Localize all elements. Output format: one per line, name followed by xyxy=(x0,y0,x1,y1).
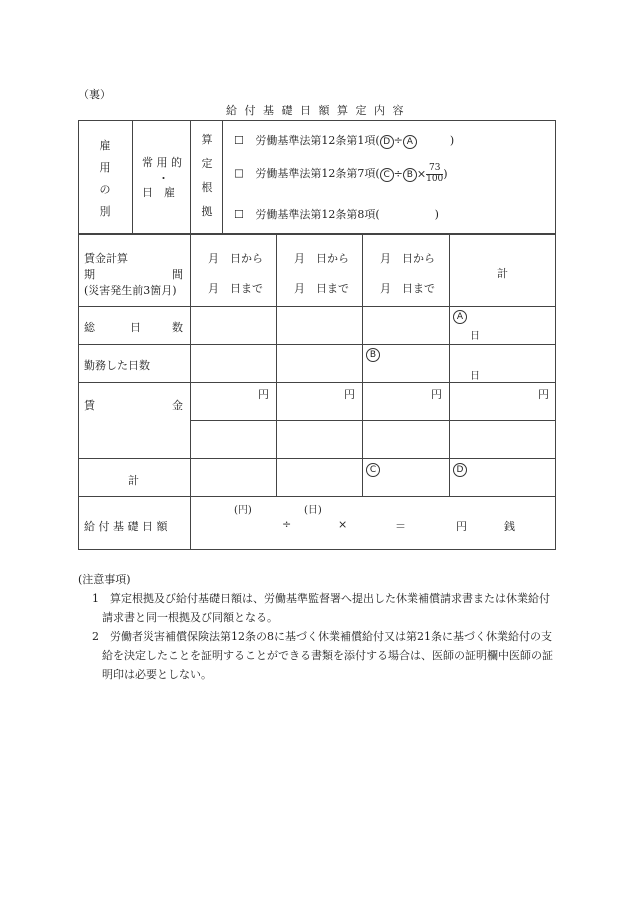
employment-regular: 常 用 的 xyxy=(142,156,182,169)
side-label: （裏） xyxy=(78,88,111,101)
note-2: 2 労働者災害補償保険法第12条の8に基づく休業補償給付又は第21条に基づく休業給付の支給を決定したことを証明することができる書類を添付する場合は、医師の証明欄中医師の証明印は必要としない。 xyxy=(92,630,553,681)
wage-unit-2: 円 xyxy=(344,388,355,401)
basis-option-3-close: ) xyxy=(379,208,439,221)
fraction-denominator: 100 xyxy=(426,173,444,184)
period-from-2[interactable]: 月 日から xyxy=(294,252,349,265)
wage-label-b: 金 xyxy=(172,399,183,412)
notes-heading: (注意事項) xyxy=(78,573,131,586)
circle-c-icon: C xyxy=(366,463,380,477)
sum-label: 計 xyxy=(128,474,139,487)
period-from-3[interactable]: 月 日から xyxy=(380,252,435,265)
period-label-3: (災害発生前3箇月) xyxy=(84,284,177,297)
total-days-unit: 日 xyxy=(470,331,480,342)
divide-sign: ÷ xyxy=(393,167,403,181)
employment-type-label: 雇 用 の 別 xyxy=(99,139,111,218)
basis-option-2[interactable] xyxy=(234,164,448,185)
note-1: 1 算定根拠及び給付基礎日額は、労働基準監督署へ提出した休業補償請求書または休業給付請求書と同一根拠及び同額となる。 xyxy=(92,592,550,624)
basis-option-1[interactable] xyxy=(234,132,454,149)
wage-unit-1: 円 xyxy=(258,388,269,401)
period-label-2a: 期 xyxy=(84,268,95,281)
worked-days-unit: 日 xyxy=(470,371,480,382)
period-to-3[interactable]: 月 日まで xyxy=(380,282,435,295)
basis-option-1-text: 労働基準法第12条第1項( xyxy=(255,134,380,147)
circle-b-icon: B xyxy=(403,168,417,182)
formula-divide: ÷ xyxy=(282,518,292,531)
basis-option-3[interactable] xyxy=(234,206,439,222)
circle-a-icon: A xyxy=(403,135,417,149)
multiply-sign: × xyxy=(416,167,427,181)
calculation-form-table xyxy=(78,120,556,550)
period-label-2b: 間 xyxy=(172,268,183,281)
circle-b-icon: B xyxy=(366,348,380,362)
wage-unit-3: 円 xyxy=(431,388,442,401)
basis-option-2-close: ) xyxy=(443,167,448,181)
total-days-label-a: 総 xyxy=(84,321,95,334)
worked-days-label: 勤務した日数 xyxy=(84,359,150,372)
circle-d-icon: D xyxy=(453,463,467,477)
basis-option-3-text: 労働基準法第12条第8項( xyxy=(255,208,380,221)
checkbox-icon[interactable]: ☐ xyxy=(234,208,244,221)
checkbox-icon[interactable]: ☐ xyxy=(234,134,244,147)
formula-day-paren: (日) xyxy=(304,505,322,516)
formula-equals: ＝ xyxy=(395,520,406,533)
period-to-1[interactable]: 月 日まで xyxy=(208,282,263,295)
fraction xyxy=(426,164,443,185)
formula-sen: 銭 xyxy=(504,520,515,533)
wage-label-a: 賃 xyxy=(84,399,95,412)
employment-dot: ・ xyxy=(158,172,169,185)
mark-d xyxy=(453,462,467,477)
basis-option-2-text: 労働基準法第12条第7項( xyxy=(255,167,380,181)
divide-sign: ÷ xyxy=(393,134,403,147)
form-title: 給 付 基 礎 日 額 算 定 内 容 xyxy=(226,104,406,117)
checkbox-icon[interactable]: ☐ xyxy=(234,167,244,181)
calc-basis-label: 算 定 根 拠 xyxy=(201,133,213,218)
employment-daily: 日 雇 xyxy=(142,186,175,199)
mark-b xyxy=(366,347,380,362)
circle-a-icon: A xyxy=(453,310,467,324)
period-label-1: 賃金計算 xyxy=(84,252,128,265)
wage-unit-4: 円 xyxy=(538,388,549,401)
mark-a xyxy=(453,309,467,324)
period-total-label: 計 xyxy=(497,267,508,280)
period-to-2[interactable]: 月 日まで xyxy=(294,282,349,295)
period-from-1[interactable]: 月 日から xyxy=(208,252,263,265)
circle-c-icon: C xyxy=(380,168,394,182)
fraction-numerator: 73 xyxy=(426,164,443,175)
total-days-label-b: 日 xyxy=(130,321,141,334)
formula-multiply: × xyxy=(338,518,348,531)
mark-c xyxy=(366,462,380,477)
total-days-label-c: 数 xyxy=(172,321,183,334)
daily-base-label: 給 付 基 礎 日 額 xyxy=(84,520,168,533)
formula-yen: 円 xyxy=(456,520,467,533)
notes-section xyxy=(78,570,558,684)
circle-d-icon: D xyxy=(380,135,394,149)
formula-yen-paren: (円) xyxy=(234,505,252,516)
basis-option-1-close: ) xyxy=(416,134,455,147)
